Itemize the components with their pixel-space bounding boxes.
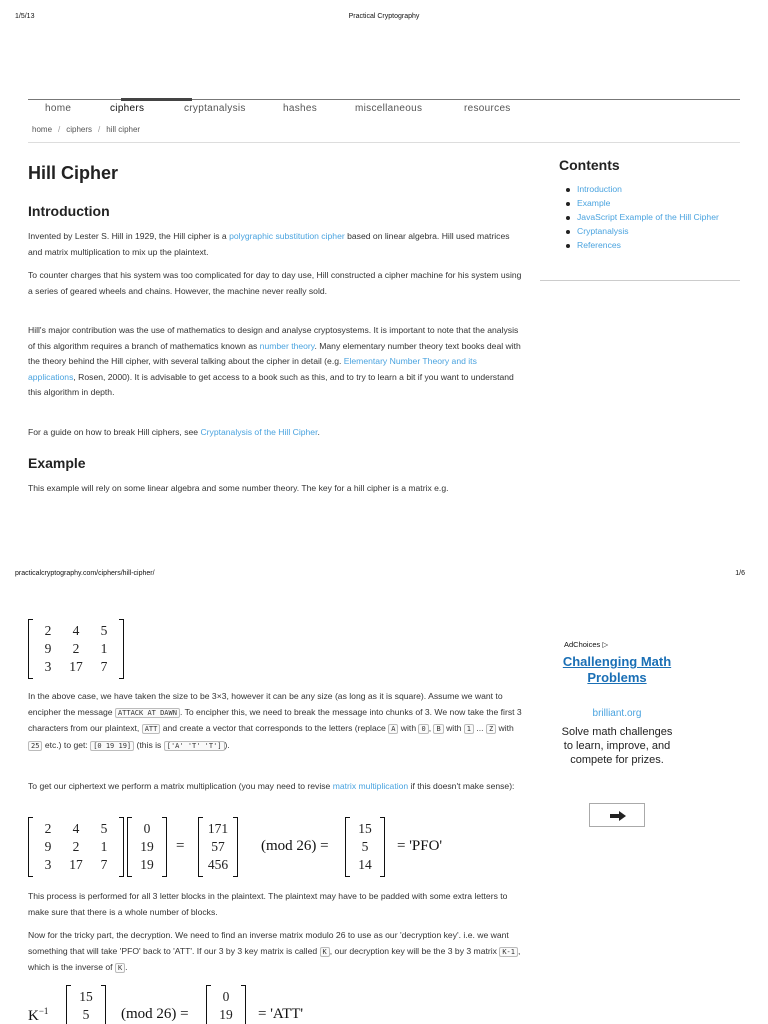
contents-list	[540, 182, 740, 252]
matrix-cell: 57	[211, 839, 225, 854]
breadcrumb-current[interactable]: hill cipher	[106, 125, 141, 134]
key-matrix	[28, 620, 124, 678]
matrix-cell: 2	[44, 623, 52, 638]
matrix-cell: 3	[44, 659, 52, 674]
ad-body: Solve math challenges to learn, improve, and compete for prizes.	[561, 726, 673, 766]
code-25: 25	[28, 741, 42, 751]
att-result: = 'ATT'	[258, 1006, 304, 1022]
print-footer-url: practicalcryptography.com/ciphers/hill-cipher/	[15, 570, 155, 577]
code-0: 0	[418, 724, 428, 734]
nav-cryptanalysis[interactable]: cryptanalysis	[184, 103, 246, 114]
intro-paragraph-3: Hill's major contribution was the use of mathematics to design and analyse cryptosystems. It is important to note that the analysis of this algorithm requires a branch of mathematics known as number theory. Many elementary number theory text books deal with the theory behind the Hill cipher, with several talking about the cipher in detail (e.g. Elementary Number Theory and its applications, Rosen, 2000). It is advisable to get access to a book such as this, and to try to learn a bit if you want to understand this algorithm in depth.	[28, 325, 521, 398]
main-nav	[28, 99, 740, 117]
intro-paragraph-4: For a guide on how to break Hill ciphers, see Cryptanalysis of the Hill Cipher.	[28, 427, 320, 437]
matrix-cell: 3	[44, 857, 52, 872]
matrix-cell: 5	[361, 839, 369, 854]
matrix-cell: 15	[358, 821, 372, 836]
nav-hashes[interactable]: hashes	[283, 103, 318, 114]
decrypt-input-vector	[66, 986, 106, 1024]
matrix-cell: 171	[207, 821, 229, 836]
example-paragraph-3: To get our ciphertext we perform a matrix multiplication (you may need to revise matrix multiplication if this doesn't make sense):	[28, 781, 515, 791]
link-polygraphic-substitution[interactable]: polygraphic substitution cipher	[229, 231, 345, 241]
toc-item-references[interactable]: References	[540, 238, 740, 252]
toc-item-introduction[interactable]: Introduction	[540, 182, 740, 196]
matrix-cell: 7	[100, 659, 108, 674]
code-1: 1	[464, 724, 474, 734]
matrix-cell: 19	[140, 857, 154, 872]
breadcrumb-divider	[28, 142, 740, 143]
print-page-number: 1/6	[735, 570, 745, 577]
matrix-cell: 9	[44, 641, 52, 656]
contents-divider	[540, 280, 740, 281]
example-paragraph-5: Now for the tricky part, the decryption. We need to find an inverse matrix modulo 26 to use as our 'decryption key'. i.e. we want something that will take 'PFO' back to 'ATT'. If our 3 by 3 key matrix is called K , our decryption key will be the 3 by 3 matrix K-1 , which is the inverse of K .	[28, 930, 521, 973]
adchoices-icon: ▷	[602, 640, 609, 649]
matrix-cell: 2	[72, 839, 80, 854]
example-paragraph-4: This process is performed for all 3 letter blocks in the plaintext. The plaintext may have to be padded with some extra letters to make sure that there is a whole number of blocks.	[28, 891, 508, 917]
matrix-cell: 4	[72, 821, 80, 836]
matrix-cell: 15	[79, 989, 93, 1004]
example-heading: Example	[28, 455, 86, 471]
print-title: Practical Cryptography	[348, 13, 420, 20]
matrix-cell: 1	[100, 641, 108, 656]
matrix-cell: 5	[100, 623, 108, 638]
nav-home[interactable]: home	[45, 103, 72, 114]
matrix-cell: 1	[100, 839, 108, 854]
matrix-cell: 19	[140, 839, 154, 854]
breadcrumb: home / ciphers / hill cipher	[32, 125, 141, 134]
encrypt-plain-vector	[127, 818, 167, 876]
matrix-cell: 14	[358, 857, 372, 872]
breadcrumb-ciphers[interactable]: ciphers	[66, 125, 93, 134]
link-number-theory[interactable]: number theory	[259, 340, 315, 351]
mod-26-label: (mod 26) =	[261, 838, 329, 854]
code-att: ATT	[142, 724, 161, 734]
code-vector: [0 19 19]	[90, 741, 134, 751]
breadcrumb-home[interactable]: home	[32, 125, 53, 134]
k-inverse-symbol: $K^{-1}$	[28, 1006, 49, 1024]
ad-headline[interactable]: Challenging Math Problems	[562, 654, 672, 685]
matrix-cell: 2	[72, 641, 80, 656]
matrix-cell: 0	[222, 989, 230, 1004]
link-cryptanalysis-hill[interactable]: Cryptanalysis of the Hill Cipher	[200, 427, 318, 437]
nav-resources[interactable]: resources	[464, 103, 511, 114]
matrix-cell: 19	[219, 1007, 233, 1022]
decrypt-result-vector	[206, 986, 246, 1024]
example-paragraph-2: In the above case, we have taken the size to be 3×3, however it can be any size (as long as it is square). Assume we want to encipher the message ATTACK AT DAWN . To encipher this, we need to break the message into chunks of 3. We now take the first 3 characters from our plaintext, ATT and create a vector that corresponds to the letters (replace A with 0 , B with 1 ... Z with 25 etc.) to get: [0 19 19] (this is ['A' 'T' 'T'] ).	[28, 691, 522, 750]
print-date: 1/5/13	[15, 13, 35, 20]
introduction-heading: Introduction	[28, 203, 110, 219]
code-z: Z	[486, 724, 496, 734]
encrypt-cipher-vector	[345, 818, 385, 876]
nav-ciphers[interactable]: ciphers	[110, 103, 145, 114]
contents-panel	[540, 157, 740, 252]
decrypt-mod-26-label: (mod 26) =	[121, 1006, 189, 1022]
matrix-cell: 5	[82, 1007, 90, 1022]
toc-item-cryptanalysis[interactable]: Cryptanalysis	[540, 224, 740, 238]
ad-choices[interactable]: AdChoices ▷	[564, 640, 609, 649]
matrix-cell: 2	[44, 821, 52, 836]
matrix-cell: 456	[207, 857, 229, 872]
intro-paragraph-2: To counter charges that his system was too complicated for day to day use, Hill constructed a cipher machine for his system using a series of geared wheels and chains. However, the machine never really sold.	[28, 270, 522, 296]
code-k-2: K	[115, 963, 125, 973]
encrypt-key-matrix	[28, 818, 124, 876]
matrix-cell: 17	[69, 857, 83, 872]
toc-item-javascript-example[interactable]: JavaScript Example of the Hill Cipher	[540, 210, 740, 224]
matrix-cell: 4	[72, 623, 80, 638]
matrix-cell: 7	[100, 857, 108, 872]
arrow-right-icon	[610, 811, 626, 821]
code-a: A	[388, 724, 398, 734]
equals-sign: =	[176, 838, 185, 854]
nav-active-indicator	[121, 98, 192, 101]
encrypt-product-vector	[198, 818, 238, 876]
code-b: B	[433, 724, 443, 734]
link-elementary-number-theory[interactable]: Elementary Number Theory and its applications	[28, 356, 477, 382]
link-matrix-multiplication[interactable]: matrix multiplication	[332, 781, 409, 791]
matrix-cell: 17	[69, 659, 83, 674]
toc-item-example[interactable]: Example	[540, 196, 740, 210]
matrix-cell: 0	[143, 821, 151, 836]
ad-domain[interactable]: brilliant.org	[592, 708, 642, 719]
matrix-cell: 9	[44, 839, 52, 854]
nav-miscellaneous[interactable]: miscellaneous	[355, 103, 423, 114]
code-k-inverse: K-1	[499, 947, 518, 957]
ad-go-button[interactable]	[589, 803, 645, 827]
intro-paragraph-1: Invented by Lester S. Hill in 1929, the Hill cipher is a polygraphic substitution cipher based on linear algebra. Hill used matrices and matrix multiplication to mix up the plaintext.	[28, 231, 510, 257]
contents-title: Contents	[559, 157, 620, 173]
code-k: K	[320, 947, 330, 957]
code-att-chars: ['A' 'T' 'T']	[164, 741, 225, 751]
page-title: Hill Cipher	[28, 163, 119, 183]
example-paragraph-1: This example will rely on some linear algebra and some number theory. The key for a hill cipher is a matrix e.g.	[28, 483, 449, 493]
pfo-result: = 'PFO'	[397, 838, 443, 854]
code-attack-at-dawn: ATTACK AT DAWN	[115, 708, 180, 718]
matrix-cell: 5	[100, 821, 108, 836]
